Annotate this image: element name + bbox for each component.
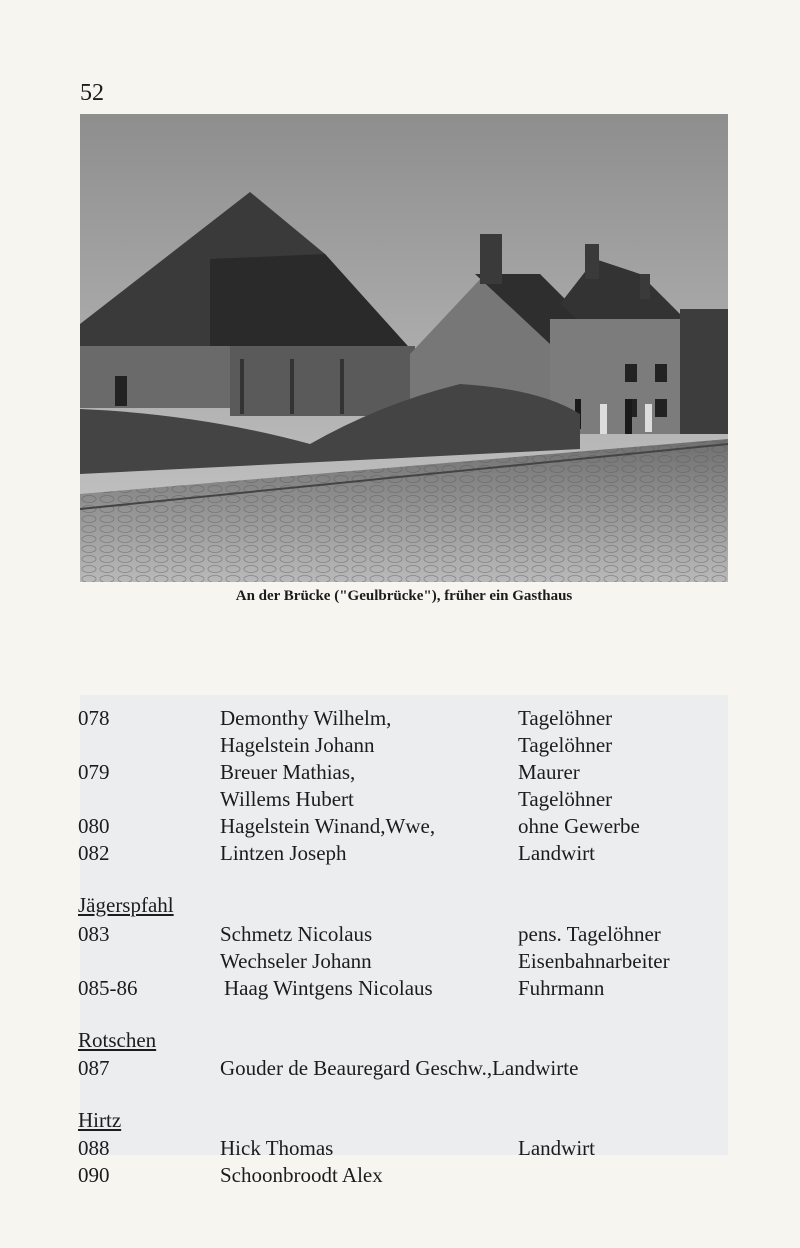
house-number: 088 [78, 1136, 110, 1160]
occupation: ohne Gewerbe [518, 814, 640, 838]
resident-name: Wechseler Johann [220, 949, 372, 973]
house-number: 080 [78, 814, 110, 838]
resident-name: Schmetz Nicolaus [220, 922, 373, 946]
occupation: Fuhrmann [518, 976, 605, 1000]
house-number: 082 [78, 841, 110, 865]
resident-name: Haag Wintgens Nicolaus [224, 976, 433, 1000]
house-number: 087 [78, 1056, 110, 1080]
occupation: Landwirt [518, 1136, 595, 1160]
resident-name: Lintzen Joseph [220, 841, 347, 865]
occupation: pens. Tagelöhner [518, 922, 661, 946]
house-number: 078 [78, 706, 110, 730]
resident-name: Demonthy Wilhelm, [220, 706, 392, 730]
resident-name: Willems Hubert [220, 787, 354, 811]
resident-name: Hagelstein Johann [220, 733, 375, 757]
occupation: Tagelöhner [518, 706, 613, 730]
house-number: 085-86 [78, 976, 138, 1000]
photo-caption: An der Brücke ("Geulbrücke"), früher ein Gasthaus [235, 588, 573, 604]
section-heading-jaegerspfahl: Jägerspfahl [78, 893, 174, 917]
section-heading-hirtz: Hirtz [78, 1108, 122, 1132]
house-number: 083 [78, 922, 110, 946]
resident-name: Gouder de Beauregard Geschw.,Landwirte [220, 1056, 579, 1080]
occupation: Maurer [518, 760, 580, 784]
resident-name: Breuer Mathias, [220, 760, 356, 784]
section-heading-rotschen: Rotschen [78, 1028, 157, 1052]
resident-name: Hagelstein Winand,Wwe, [220, 814, 436, 838]
page-number: 52 [80, 80, 104, 106]
house-number: 079 [78, 760, 110, 784]
occupation: Tagelöhner [518, 787, 613, 811]
house-number: 090 [78, 1163, 110, 1187]
historic-photo [80, 114, 728, 582]
resident-name: Schoonbroodt Alex [220, 1163, 383, 1187]
occupation: Tagelöhner [518, 733, 613, 757]
resident-name: Hick Thomas [220, 1136, 334, 1160]
occupation: Eisenbahnarbeiter [518, 949, 670, 973]
occupation: Landwirt [518, 841, 595, 865]
